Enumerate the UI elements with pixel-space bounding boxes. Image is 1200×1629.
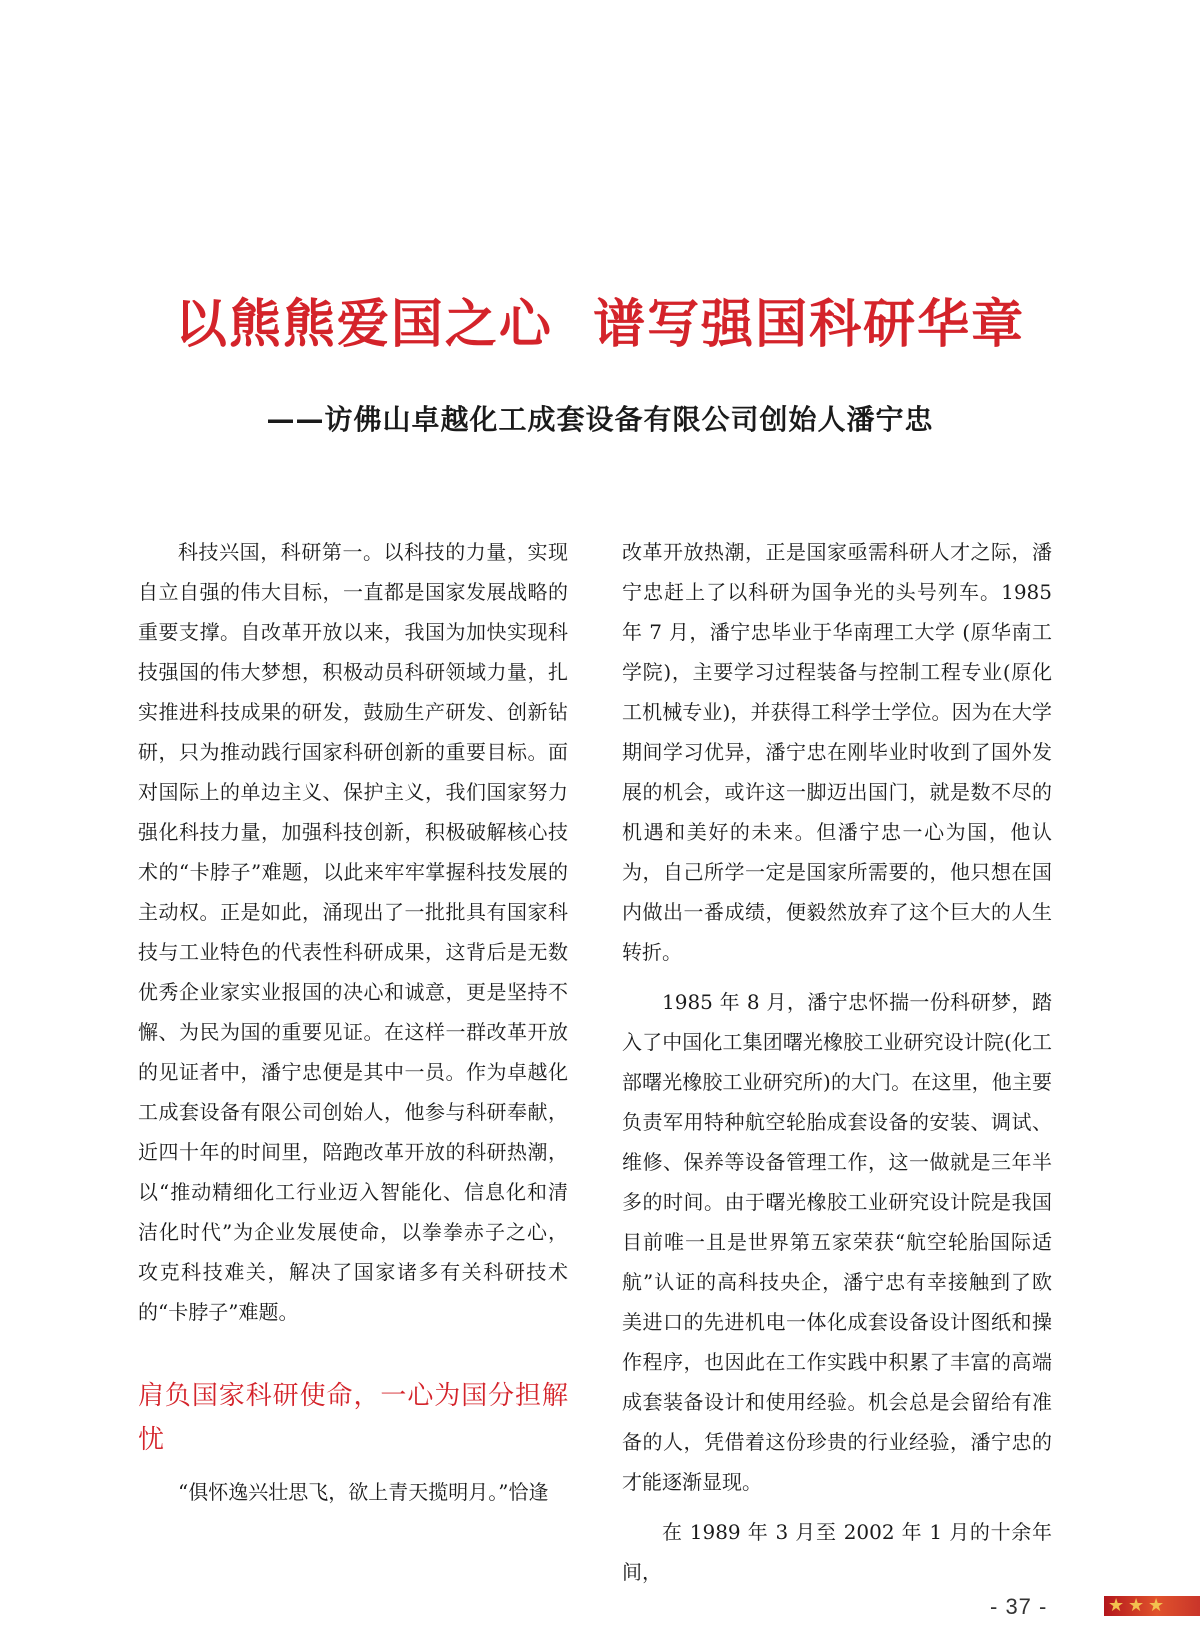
- star-icon: ★: [1108, 1595, 1125, 1616]
- star-icon: ★: [1128, 1595, 1145, 1616]
- section-first-paragraph: “俱怀逸兴壮思飞，欲上青天揽明月。”恰逢: [178, 1480, 549, 1504]
- star-icon: ★: [1148, 1595, 1165, 1616]
- left-column: [138, 532, 568, 1512]
- article-subtitle: ——访佛山卓越化工成套设备有限公司创始人潘宁忠: [266, 403, 934, 436]
- page-number: - 37 -: [990, 1594, 1048, 1619]
- continued-paragraph: 改革开放热潮，正是国家亟需科研人才之际，潘宁忠赶上了以科研为国争光的头号列车。1985 年 7 月，潘宁忠毕业于华南理工大学 (原华南工学院)，主要学习过程装备与控制工程专业(原化工机械专业)，并获得工科学士学位。因为在大学期间学习优异，潘宁忠在刚毕业时收到了国外发展的机会，或许这一脚迈出国门，就是数不尽的机遇和美好的未来。但潘宁忠一心为国，他认为，自己所学一定是国家所需要的，他只想在国内做出一番成绩，便毅然放弃了这个巨大的人生转折。: [622, 540, 1052, 964]
- section-heading: 肩负国家科研使命，一心为国分担解忧: [138, 1381, 568, 1455]
- article-title: 以熊熊爱国之心 谱写强国科研华章: [174, 294, 1026, 355]
- right-column: [622, 532, 1052, 1592]
- body-paragraph: 1985 年 8 月，潘宁忠怀揣一份科研梦，踏入了中国化工集团曙光橡胶工业研究设计院(化工部曙光橡胶工业研究所)的大门。在这里，他主要负责军用特种航空轮胎成套设备的安装、调试、维修、保养等设备管理工作，这一做就是三年半多的时间。由于曙光橡胶工业研究设计院是我国目前唯一且是世界第五家荣获“航空轮胎国际适航”认证的高科技央企，潘宁忠有幸接触到了欧美进口的先进机电一体化成套设备设计图纸和操作程序，也因此在工作实践中积累了丰富的高端成套装备设计和使用经验。机会总是会留给有准备的人，凭借着这份珍贵的行业经验，潘宁忠的才能逐渐显现。: [622, 990, 1052, 1494]
- intro-paragraph: 科技兴国，科研第一。以科技的力量，实现自立自强的伟大目标，一直都是国家发展战略的重要支撑。自改革开放以来，我国为加快实现科技强国的伟大梦想，积极动员科研领域力量，扎实推进科技成果的研发，鼓励生产研发、创新钻研，只为推动践行国家科研创新的重要目标。面对国际上的单边主义、保护主义，我们国家努力强化科技力量，加强科技创新，积极破解核心技术的“卡脖子”难题，以此来牢牢掌握科技发展的主动权。正是如此，涌现出了一批批具有国家科技与工业特色的代表性科研成果，这背后是无数优秀企业家实业报国的决心和诚意，更是坚持不懈、为民为国的重要见证。在这样一群改革开放的见证者中，潘宁忠便是其中一员。作为卓越化工成套设备有限公司创始人，他参与科研奉献，近四十年的时间里，陪跑改革开放的科研热潮，以“推动精细化工行业迈入智能化、信息化和清洁化时代”为企业发展使命，以拳拳赤子之心，攻克科技难关，解决了国家诸多有关科研技术的“卡脖子”难题。: [138, 540, 568, 1324]
- body-paragraph-last: 在 1989 年 3 月至 2002 年 1 月的十余年间，: [622, 1520, 1052, 1584]
